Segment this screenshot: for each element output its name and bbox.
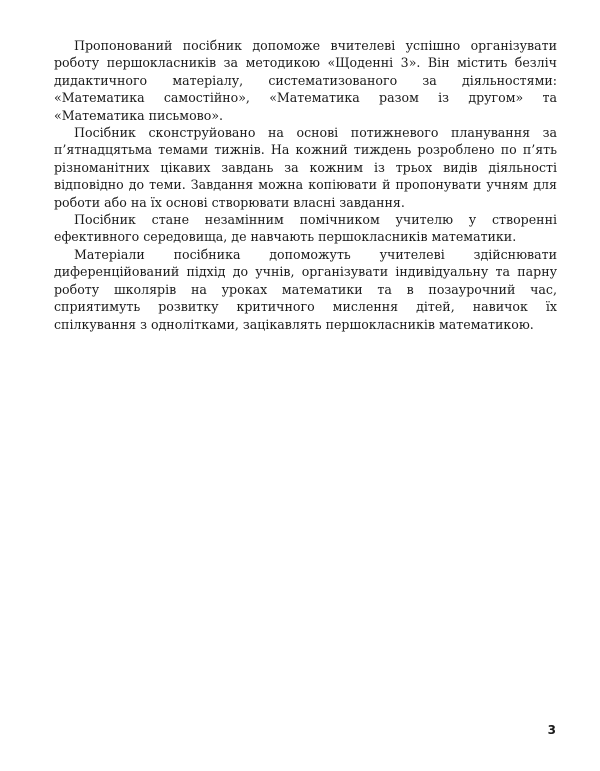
paragraph-planning: Посібник сконструйовано на основі потижневого планування за п’ятнадцятьма темами тижнів. На кожний тиждень розроблено по п’ять різноманітних цікавих завдань за кожним із трьох видів діяльності відповідно до теми. Завдання можна копіювати й пропонувати учням для роботи або на їх основі створювати власні завдання. [54,125,557,210]
paragraph-helper: Посібник стане незамінним помічником учителю у створенні ефективного середовища, де навчають першокласників математики. [54,212,557,245]
paragraph-intro: Пропонований посібник допоможе вчителеві успішно організувати роботу першокласників за методикою «Щоденні 3». Він містить безліч дидактичного матеріалу, систематизованого за діяльностями: «Математика самостійно», «Математика разом із другом» та «Математика письмово». [54,38,557,123]
paragraph-materials: Матеріали посібника допоможуть учителеві здійснювати диференційований підхід до учнів, організувати індивідуальну та парну роботу школярів на уроках математики та в позаурочний час, сприятимуть розвитку критичного мислення дітей, навичок їх спілкування з однолітками, зацікавлять першокласників математикою. [54,246,557,332]
body-text [54,37,557,333]
page-number: 3 [547,723,556,737]
